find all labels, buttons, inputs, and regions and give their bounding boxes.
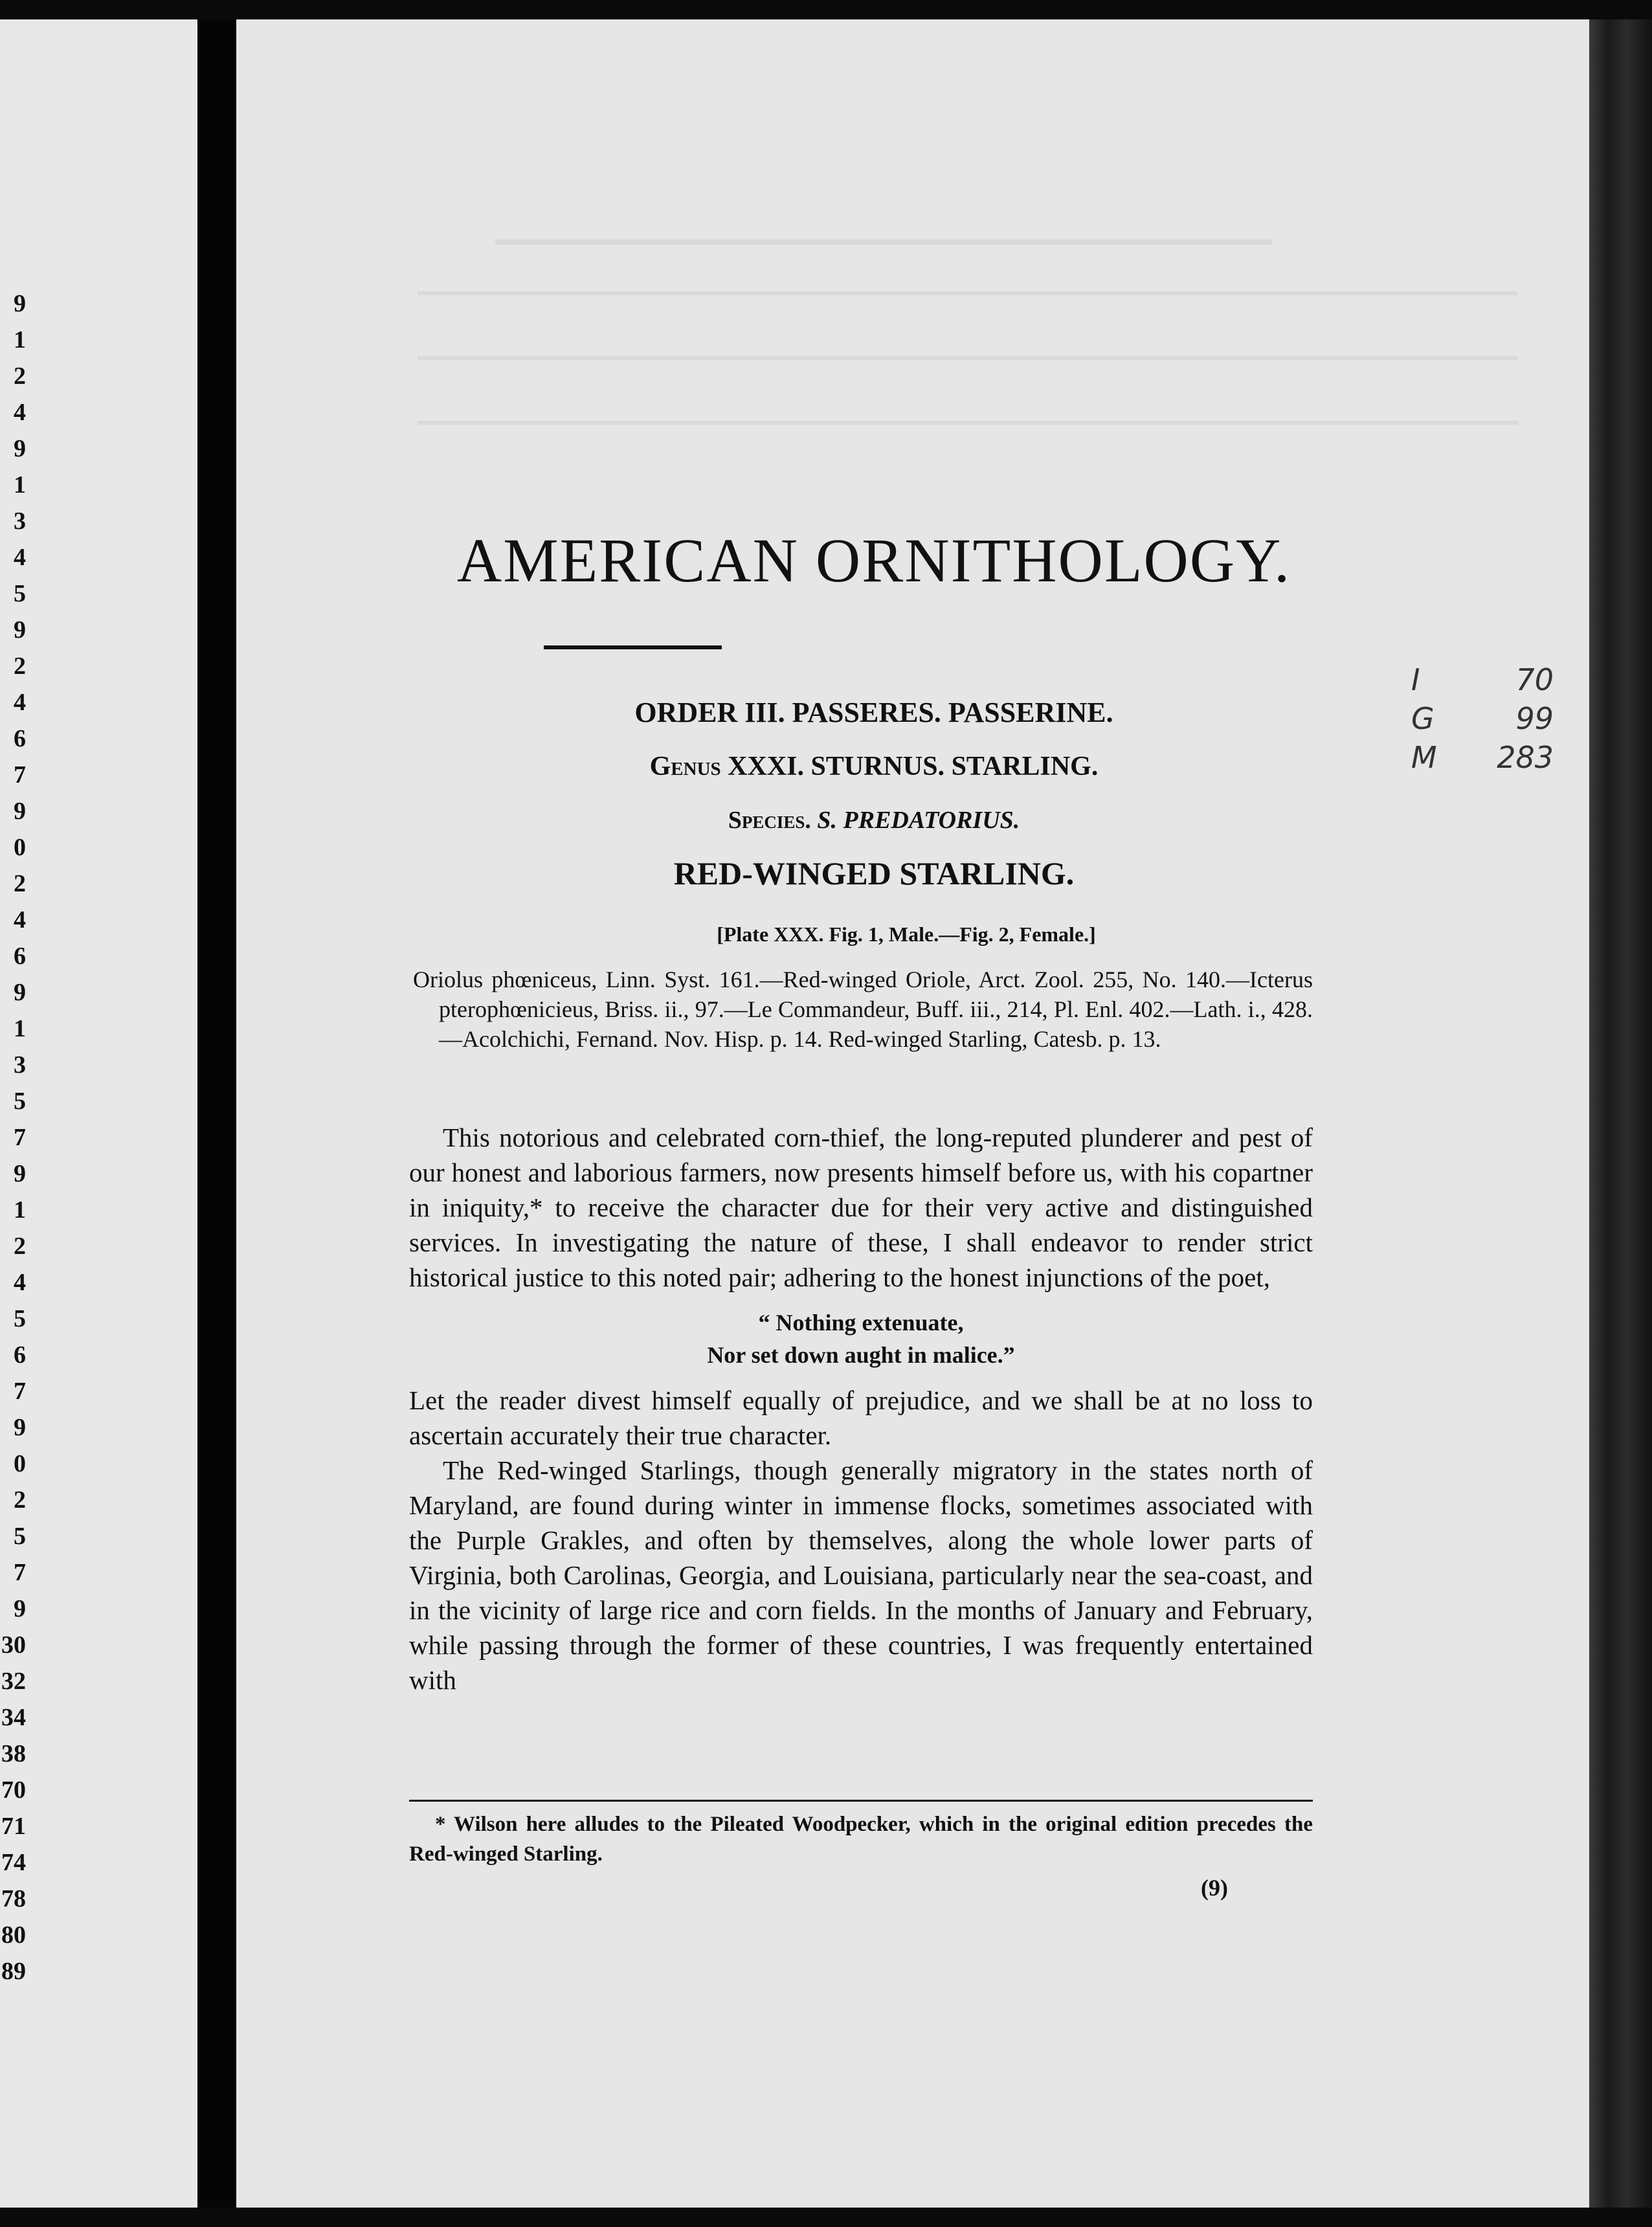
genus-heading	[453, 751, 1295, 782]
margin-note-letter: I	[1411, 662, 1420, 697]
species-text: S. PREDATORIUS.	[817, 807, 1020, 834]
left-page-number: 71	[1, 1813, 26, 1840]
left-page-number: 9	[14, 1595, 26, 1622]
left-page-number: 74	[1, 1849, 26, 1876]
left-page-number: 4	[14, 1269, 26, 1296]
left-page-number: 1	[14, 471, 26, 498]
margin-note-letter: G	[1411, 701, 1434, 736]
genus-text: XXXI. STURNUS. STARLING.	[728, 752, 1099, 781]
left-page-number: 6	[14, 943, 26, 970]
left-page-number: 4	[14, 399, 26, 426]
bleed-through-line	[418, 421, 1518, 425]
left-page-number: 2	[14, 653, 26, 680]
footnote	[409, 1809, 1313, 1869]
species-heading	[453, 806, 1295, 834]
body-text	[409, 1120, 1313, 1697]
left-page-number: 5	[14, 580, 26, 607]
left-page-number: 7	[14, 1378, 26, 1405]
left-page-number: 4	[14, 689, 26, 716]
plate-reference: [Plate XXX. Fig. 1, Male.—Fig. 2, Female.]	[717, 923, 1096, 946]
left-page-number: 4	[14, 906, 26, 934]
paragraph-1: This notorious and celebrated corn-thief, the long-reputed plunderer and pest of our honest and laborious farmers, now presents himself before us, with his copartner in iniquity,* to receive the character due for their very active and distinguished services. In investigating the nature of these, I shall endeavor to render strict historical justice to this noted pair; adhering to the honest injunctions of the poet,	[409, 1123, 1313, 1292]
left-page-number: 9	[14, 1160, 26, 1187]
left-page-number: 9	[14, 290, 26, 317]
quote-line-1: “ Nothing extenuate,	[758, 1310, 964, 1336]
species-label: Species.	[728, 807, 811, 834]
margin-note-value: 70	[1515, 662, 1554, 697]
left-page-number: 7	[14, 761, 26, 789]
common-name-heading: RED-WINGED STARLING.	[673, 855, 1075, 891]
left-page-number: 30	[1, 1631, 26, 1659]
left-page-number: 2	[14, 870, 26, 897]
left-page-number: 5	[14, 1305, 26, 1332]
left-page-number: 7	[14, 1124, 26, 1151]
margin-note-value: 99	[1515, 701, 1554, 736]
left-page-number: 70	[1, 1776, 26, 1804]
left-page-number: 2	[14, 363, 26, 390]
left-page-number: 9	[14, 1414, 26, 1441]
left-page-number: 5	[14, 1088, 26, 1115]
paragraph-2: Let the reader divest himself equally of prejudice, and we shall be at no loss to ascertain accurately their true character.	[409, 1385, 1313, 1450]
left-page-number: 89	[1, 1958, 26, 1985]
page-number: (9)	[1201, 1875, 1228, 1901]
synonymy-text: Oriolus phœniceus, Linn. Syst. 161.—Red-winged Oriole, Arct. Zool. 255, No. 140.—Icterus pterophœnicieus, Briss. ii., 97.—Le Commandeur, Buff. iii., 214, Pl. Enl. 402.—Lath. i., 428.—Acolchichi, Fernand. Nov. Hisp. p. 14. Red-winged Starling, Catesb. p. 13.	[413, 967, 1313, 1052]
left-page-number: 3	[14, 1051, 26, 1079]
margin-note-row	[1411, 699, 1554, 738]
margin-note-value: 283	[1497, 740, 1554, 775]
left-page-number: 9	[14, 798, 26, 825]
margin-note-letter: M	[1411, 740, 1437, 775]
left-page-number: 7	[14, 1559, 26, 1586]
left-page-number: 32	[1, 1668, 26, 1695]
left-page-number: 5	[14, 1523, 26, 1550]
left-page-number: 34	[1, 1704, 26, 1731]
footnote-text: * Wilson here alludes to the Pileated Woodpecker, which in the original edition precedes the Red-winged Starling.	[409, 1813, 1313, 1866]
left-page-number: 2	[14, 1233, 26, 1260]
main-page	[236, 19, 1589, 2208]
left-page-number: 2	[14, 1486, 26, 1514]
bleed-through-line	[418, 356, 1518, 360]
title-rule	[544, 645, 722, 649]
handwritten-margin-notes	[1411, 660, 1554, 777]
left-page	[0, 19, 197, 2208]
synonymy-block	[413, 965, 1313, 1054]
bleed-through-line	[418, 291, 1518, 295]
quote-line-2: Nor set down aught in malice.”	[707, 1342, 1015, 1368]
left-page-number: 9	[14, 979, 26, 1006]
margin-note-row	[1411, 738, 1554, 777]
margin-note-row	[1411, 660, 1554, 699]
left-page-number: 9	[14, 435, 26, 462]
left-page-number: 1	[14, 1196, 26, 1224]
left-page-number: 3	[14, 508, 26, 535]
left-page-number: 4	[14, 544, 26, 571]
left-page-number: 0	[14, 1450, 26, 1477]
bleed-through-line	[495, 240, 1272, 245]
left-page-number: 1	[14, 1015, 26, 1042]
left-page-number: 1	[14, 326, 26, 353]
book-gutter	[197, 19, 236, 2208]
left-page-number: 0	[14, 834, 26, 861]
order-heading: ORDER III. PASSERES. PASSERINE.	[634, 697, 1113, 728]
left-page-number: 80	[1, 1921, 26, 1949]
left-page-number: 9	[14, 616, 26, 643]
genus-label: Genus	[649, 752, 721, 781]
left-page-number: 38	[1, 1740, 26, 1767]
page-edge	[1589, 19, 1652, 2208]
book-title: AMERICAN ORNITHOLOGY.	[456, 526, 1291, 595]
left-page-number: 78	[1, 1885, 26, 1912]
footnote-rule	[409, 1800, 1313, 1802]
poet-quote	[409, 1306, 1313, 1371]
left-page-number: 6	[14, 1341, 26, 1369]
paragraph-3: The Red-winged Starlings, though generally migratory in the states north of Maryland, are found during winter in immense flocks, sometimes associated with the Purple Grakles, and often by themselves, along the whole lower parts of Virginia, both Carolinas, Georgia, and Louisiana, particularly near the sea-coast, and in the vicinity of large rice and corn fields. In the months of January and February, while passing through the former of these countries, I was frequently entertained with	[409, 1455, 1313, 1695]
left-page-number: 6	[14, 725, 26, 752]
